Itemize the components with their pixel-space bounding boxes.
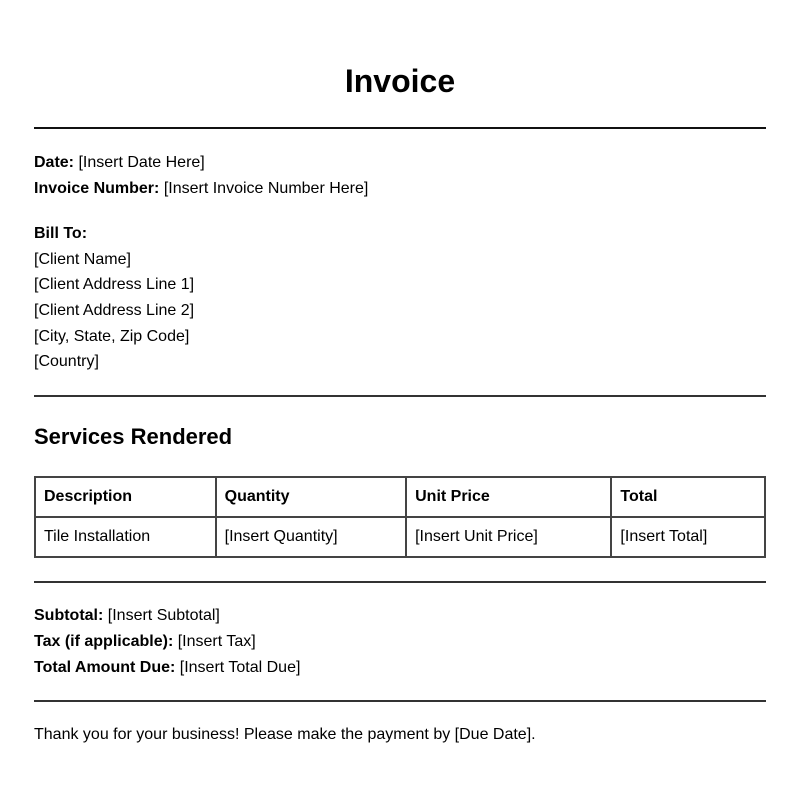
table-divider [34,581,766,583]
cell-quantity: [Insert Quantity] [216,517,406,557]
bill-to-label: Bill To: [34,225,88,242]
subtotal-label: Subtotal: [34,607,104,624]
date-value: [Insert Date Here] [78,154,205,171]
invoice-number-value: [Insert Invoice Number Here] [163,180,369,197]
thank-you-note: Thank you for your business! Please make the payment by [Due Date]. [34,726,536,743]
column-header-unit-price: Unit Price [406,477,611,517]
title-divider [34,127,766,129]
bill-to-city-state-zip: [City, State, Zip Code] [34,328,190,345]
services-table [34,476,766,558]
total-due-line [34,658,300,678]
cell-unit-price: [Insert Unit Price] [406,517,611,557]
tax-label: Tax (if applicable): [34,633,174,650]
subtotal-value: [Insert Subtotal] [107,607,220,624]
column-header-quantity: Quantity [216,477,406,517]
total-due-value: [Insert Total Due] [179,659,301,676]
invoice-number-line [34,179,368,199]
invoice-title: Invoice [344,63,456,99]
date-label: Date: [34,154,75,171]
column-header-total: Total [611,477,765,517]
subtotal-line [34,606,220,626]
bill-to-client-name: [Client Name] [34,251,131,268]
tax-line [34,632,256,652]
cell-total: [Insert Total] [611,517,765,557]
column-header-description: Description [35,477,216,517]
services-section-title: Services Rendered [34,424,233,449]
bill-to-country: [Country] [34,353,99,370]
bill-to-divider [34,395,766,397]
bill-to-address-line-2: [Client Address Line 2] [34,302,195,319]
table-row [35,517,765,557]
invoice-number-label: Invoice Number: [34,180,160,197]
total-due-label: Total Amount Due: [34,659,176,676]
bill-to-address-line-1: [Client Address Line 1] [34,276,195,293]
tax-value: [Insert Tax] [177,633,256,650]
date-line [34,153,205,173]
cell-description: Tile Installation [35,517,216,557]
totals-divider [34,700,766,702]
table-header-row [35,477,765,517]
